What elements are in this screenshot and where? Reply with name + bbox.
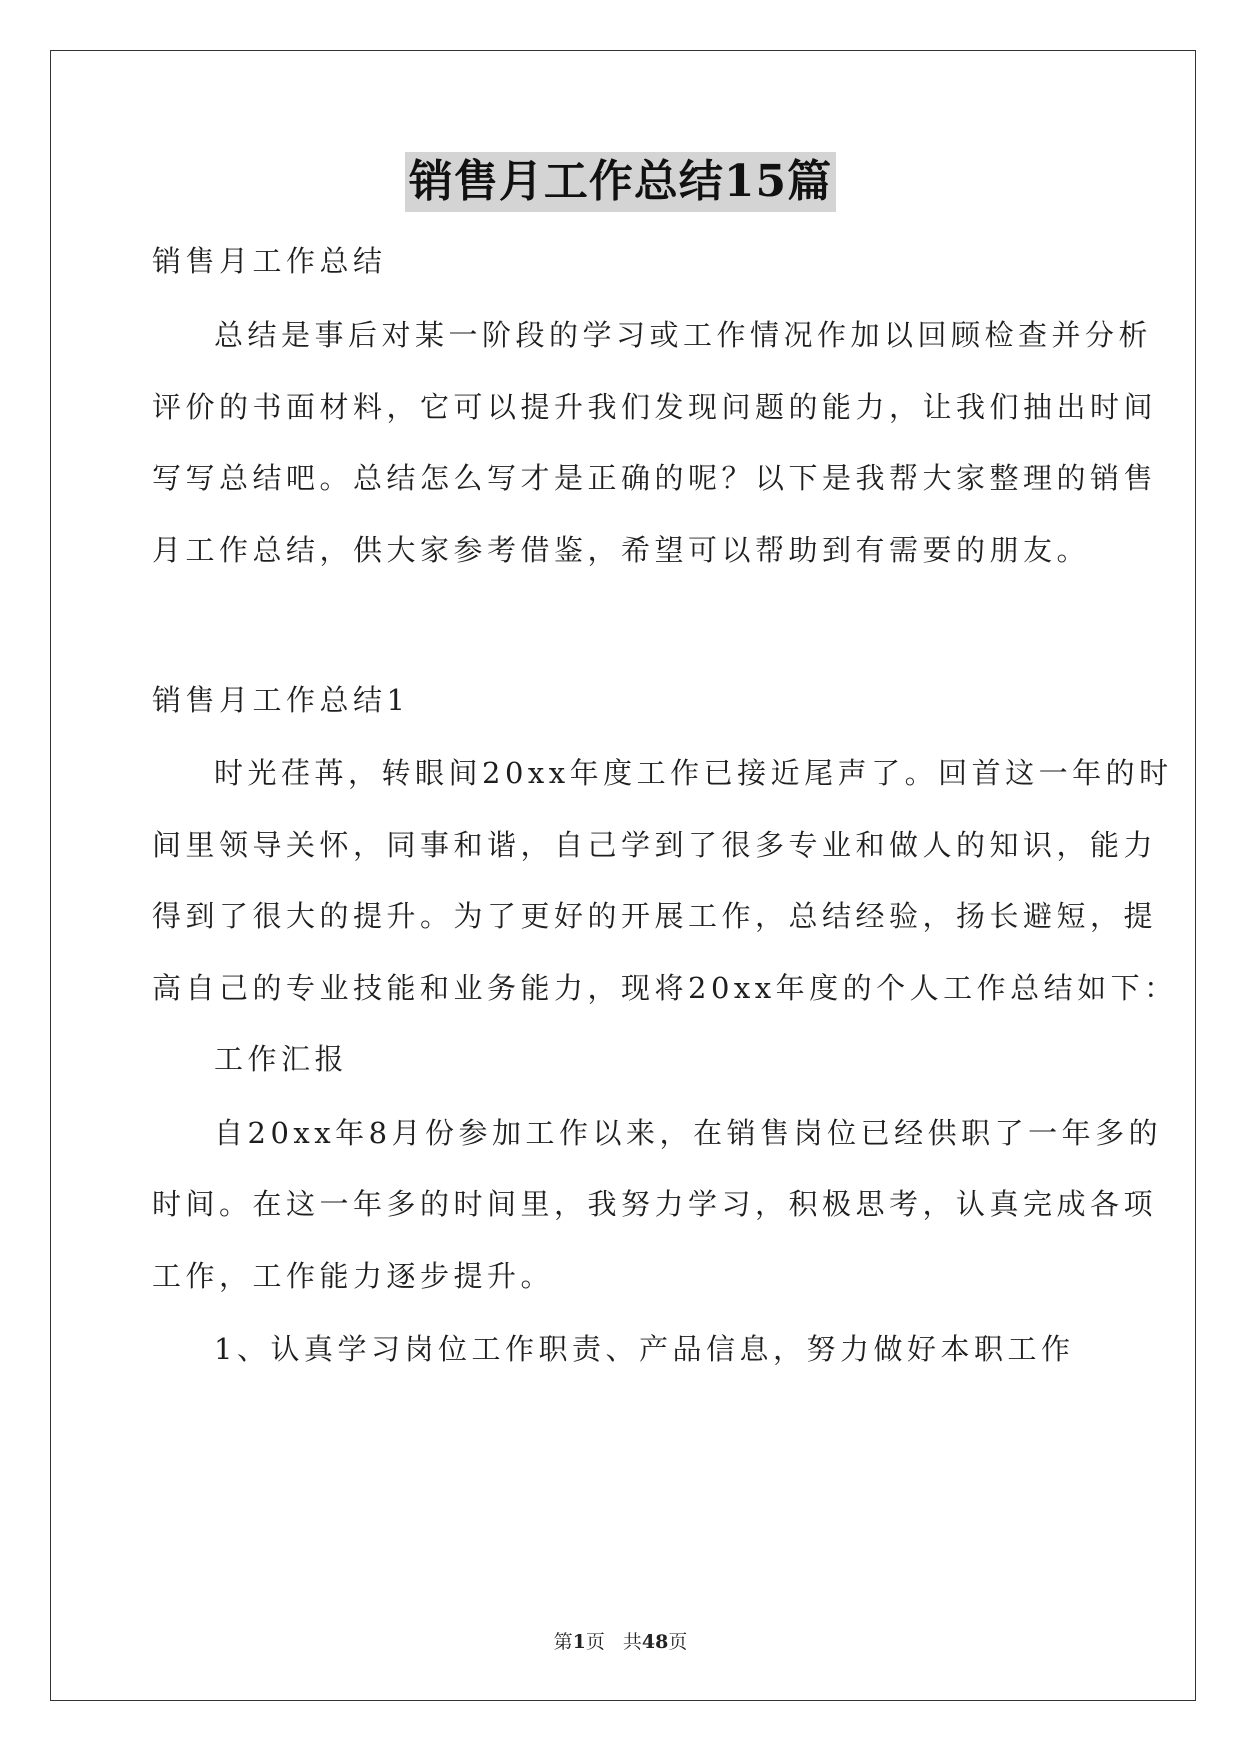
page-total: 48 (641, 1631, 669, 1653)
paragraph-line: 间里领导关怀，同事和谐，自己学到了很多专业和做人的知识，能力 (152, 828, 1158, 862)
total-prefix: 共 (622, 1631, 642, 1653)
paragraph-line: 得到了很大的提升。为了更好的开展工作，总结经验，扬长避短，提 (152, 899, 1158, 933)
list-item: 1、认真学习岗位工作职责、产品信息，努力做好本职工作 (214, 1332, 1075, 1366)
paragraph-line: 时间。在这一年多的时间里，我努力学习，积极思考，认真完成各项 (152, 1187, 1158, 1221)
subheading: 工作汇报 (214, 1042, 349, 1076)
title-wrap (0, 152, 1241, 212)
paragraph-line: 总结是事后对某一阶段的学习或工作情况作加以回顾检查并分析 (214, 318, 1153, 352)
paragraph-line: 自20xx年8月份参加工作以来，在销售岗位已经供职了一年多的 (214, 1116, 1163, 1150)
section-heading: 销售月工作总结1 (152, 683, 410, 717)
paragraph-line: 工作，工作能力逐步提升。 (152, 1259, 555, 1293)
paragraph-line: 高自己的专业技能和业务能力，现将20xx年度的个人工作总结如下： (152, 971, 1178, 1005)
page-prefix: 第 (553, 1631, 573, 1653)
total-suffix: 页 (668, 1631, 688, 1653)
page-footer (0, 1630, 1241, 1654)
paragraph-line: 时光荏苒，转眼间20xx年度工作已接近尾声了。回首这一年的时 (214, 756, 1173, 790)
page-frame (50, 50, 1196, 1701)
page-suffix: 页 (585, 1631, 605, 1653)
section-heading: 销售月工作总结 (152, 244, 387, 278)
paragraph-line: 月工作总结，供大家参考借鉴，希望可以帮助到有需要的朋友。 (152, 533, 1091, 567)
paragraph-line: 写写总结吧。总结怎么写才是正确的呢？以下是我帮大家整理的销售 (152, 461, 1158, 495)
page-current: 1 (572, 1631, 586, 1653)
paragraph-line: 评价的书面材料，它可以提升我们发现问题的能力，让我们抽出时间 (152, 390, 1158, 424)
document-title: 销售月工作总结15篇 (405, 152, 836, 212)
